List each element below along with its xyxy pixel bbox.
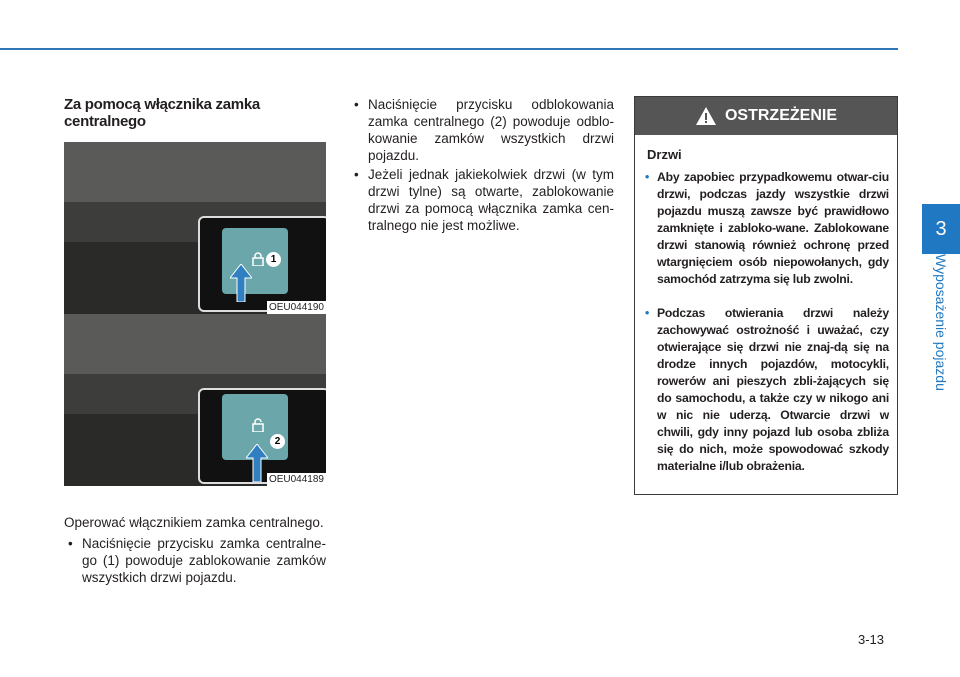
warning-item: • Aby zapobiec przypadkowemu otwar-ciu drzwi, podczas jazdy wszystkie drzwi pojazdu muszą zawsze być prawidłowo zamknięte i zabloko-wane. Zablokowane drzwi stanowią również ochronę przed wtargnięciem osób niepowołanych, gdy samochód zatrzyma się lub zwolni. [645, 170, 889, 286]
unlock-icon [252, 418, 264, 432]
page-number: 3-13 [858, 632, 885, 647]
warning-item-text: Aby zapobiec przypadkowemu otwar-ciu drzwi, podczas jazdy wszystkie drzwi pojazdu muszą zawsze być prawidłowo zamknięte i zabloko-wane. Zablokowane drzwi stanowią również ochronę przed wtargnięciem osób niepowołanych, gdy samochód zatrzyma się lub zwolni. [657, 170, 889, 286]
warning-box [634, 96, 898, 495]
warning-header [635, 97, 897, 135]
figure-code: OEU044189 [268, 474, 324, 485]
figure-lock [64, 142, 326, 314]
lock-icon [252, 252, 264, 266]
dashboard-panel [64, 142, 326, 202]
dashboard-panel [64, 314, 326, 374]
warning-item: • Podczas otwierania drzwi należy zachowywać ostrożność i uważać, czy otwierające się drzwi nie znaj-dą się na drodze innych pojazdów, motocykli, rowerów ani pieszych zbli-żających się do samochodu, a także czy w nikogo ani w nic nie uderzą. Otwarcie drzwi w chwili, gdy inny pojazd lub osoba zbliża się do nich, może spowodować szkody materialne i/lub obrażenia. [645, 306, 889, 473]
zoom-inset [198, 216, 326, 312]
header-rule [0, 48, 898, 50]
list-item: • Jeżeli jednak jakiekolwiek drzwi (w tym drzwi tylne) są otwarte, zablokowanie drzwi za pomocą włącznika zamka cen-tralnego nie jest możliwe. [354, 167, 614, 233]
chapter-tab: 3 [922, 204, 960, 254]
list-item-text: Naciśnięcie przycisku zamka centralne-go (1) powoduje zablokowanie zamków wszystkich drzwi pojazdu. [82, 536, 326, 585]
chapter-title: Wyposażenie pojazdu [933, 254, 949, 391]
callout-badge: 2 [270, 434, 285, 449]
warning-triangle-icon [695, 106, 717, 126]
warning-title: Drzwi [647, 147, 682, 162]
arrow-up-icon [230, 264, 252, 302]
list-item: • Naciśnięcie przycisku zamka centralne-go (1) powoduje zablokowanie zamków wszystkich drzwi pojazdu. [68, 536, 326, 585]
list-item: • Naciśnięcie przycisku odblokowania zamka centralnego (2) powoduje odblo-kowanie zamków wszystkich drzwi pojazdu. [354, 97, 614, 163]
zoom-inset [198, 388, 326, 484]
warning-header-label: OSTRZEŻENIE [724, 107, 837, 124]
figure-code: OEU044190 [268, 302, 324, 313]
figure-unlock [64, 314, 326, 486]
callout-badge: 1 [266, 252, 281, 267]
list-item-text: Naciśnięcie przycisku odblokowania zamka centralnego (2) powoduje odblo-kowanie zamków wszystkich drzwi pojazdu. [368, 97, 614, 163]
warning-item-text: Podczas otwierania drzwi należy zachowywać ostrożność i uważać, czy otwierające się drzwi nie znaj-dą się na drodze innych pojazdów, motocykli, rowerów ani pieszych zbli-żających się do samochodu, a także czy w nikogo ani w nic nie uderzą. Otwarcie drzwi w chwili, gdy inny pojazd lub osoba zbliża się do nich, może spowodować szkody materialne i/lub obrażenia. [657, 306, 889, 473]
section-heading: Za pomocą włącznika zamka centralnego [64, 96, 260, 130]
arrow-up-icon [246, 444, 268, 482]
intro-paragraph: Operować włącznikiem zamka centralnego. [64, 515, 324, 530]
list-item-text: Jeżeli jednak jakiekolwiek drzwi (w tym drzwi tylne) są otwarte, zablokowanie drzwi za pomocą włącznika zamka cen-tralnego nie jest możliwe. [368, 167, 614, 233]
